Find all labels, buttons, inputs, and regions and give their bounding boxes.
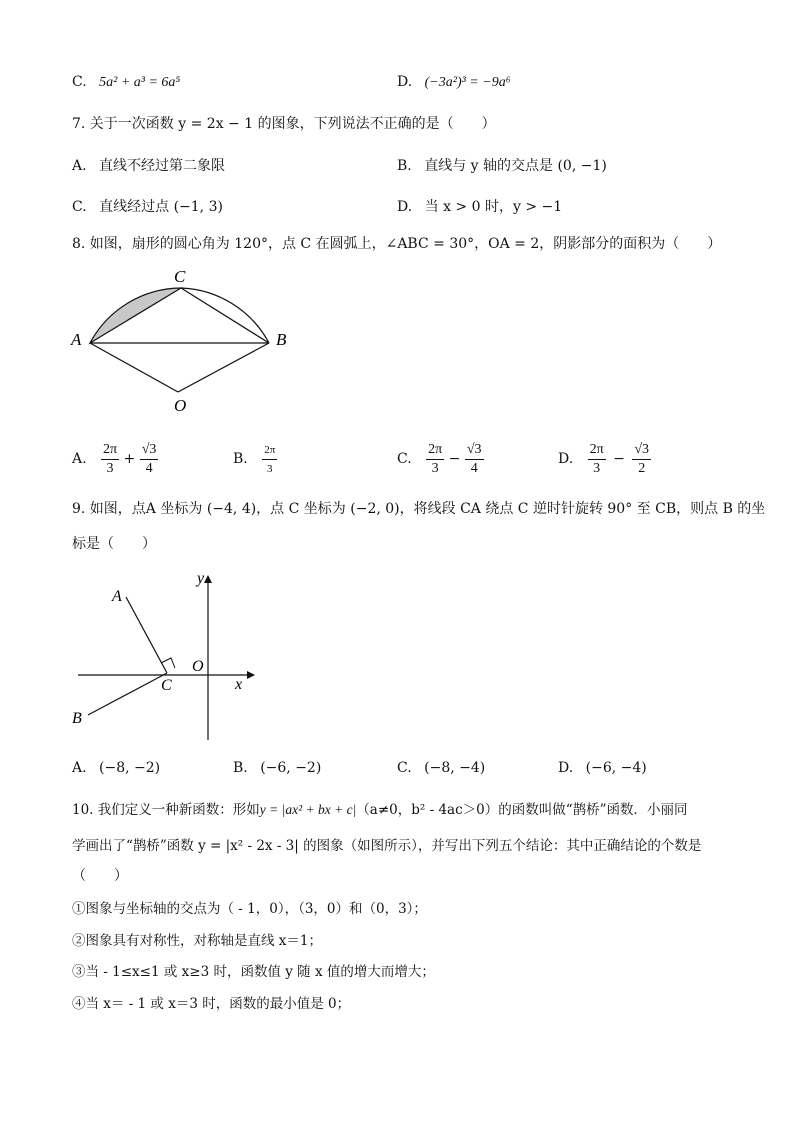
y-axis-arrow <box>204 575 212 583</box>
label-a: A <box>112 588 122 605</box>
option-text: (−6, −4) <box>585 760 647 776</box>
q9-stem-line2: 标是（ ） <box>72 536 156 552</box>
q10-stem-line3: （ ） <box>72 868 128 884</box>
q10-stem-text-b: （a≠0，b² - 4ac＞0）的函数叫做“鹊桥”函数．小丽同 <box>356 802 688 818</box>
label-x: x <box>235 676 243 693</box>
shaded-region <box>90 288 181 343</box>
option-letter: D. <box>558 760 574 776</box>
option-text: 直线不经过第二象限 <box>99 158 226 174</box>
denominator: 3 <box>266 462 273 475</box>
option-text: 当 x > 0 时，y > −1 <box>424 199 563 215</box>
fraction <box>588 441 606 478</box>
segment-ca <box>126 597 167 673</box>
numerator: √3 <box>465 441 484 460</box>
q9-option-a[interactable] <box>72 758 160 778</box>
q10-formula: y = |ax² + bx + c| <box>259 802 357 817</box>
option-text: (−8, −4) <box>424 760 486 776</box>
fraction <box>426 441 444 478</box>
q9-stem-line1: 9. 如图，点A 坐标为 (−4, 4)，点 C 坐标为 (−2, 0)，将线段 CA 绕点 C 逆时针旋转 90° 至 CB，则点 B 的坐 <box>72 501 766 517</box>
q8-option-d[interactable] <box>558 440 651 478</box>
q6-option-c[interactable] <box>72 72 180 93</box>
label-b: B <box>72 710 82 727</box>
q9-coordinate-figure <box>60 565 270 750</box>
q10-conclusion-1: ①图象与坐标轴的交点为（ - 1，0），（3，0）和（0，3）； <box>72 901 427 917</box>
denominator: 2 <box>638 460 646 476</box>
fraction <box>101 441 119 478</box>
label-b: B <box>276 330 287 349</box>
operator: − <box>613 451 625 467</box>
option-text: 直线经过点 (−1, 3) <box>99 199 223 215</box>
q8-option-c[interactable] <box>397 440 484 478</box>
q9-option-b[interactable] <box>233 758 321 778</box>
fraction <box>140 441 159 478</box>
numerator: 2π <box>262 441 277 460</box>
chord-cb <box>181 288 269 343</box>
label-c: C <box>161 677 172 694</box>
x-axis-arrow <box>247 671 255 679</box>
denominator: 3 <box>593 460 601 476</box>
numerator: 2π <box>426 441 444 460</box>
numerator: 2π <box>101 441 119 460</box>
label-a: A <box>71 330 82 349</box>
label-y: y <box>197 570 205 587</box>
option-text: (−6, −2) <box>260 760 322 776</box>
q9-option-c[interactable] <box>397 758 485 778</box>
denominator: 3 <box>431 460 439 476</box>
denominator: 3 <box>106 460 114 476</box>
option-letter: A. <box>72 760 87 776</box>
q10-stem-line2: 学画出了“鹊桥”函数 y = |x² - 2x - 3| 的图象（如图所示），并写出下列五个结论：其中正确结论的个数是 <box>72 838 702 854</box>
q7-option-d[interactable] <box>397 197 562 217</box>
option-expression: 5a² + a³ = 6a⁵ <box>99 75 181 90</box>
denominator: 4 <box>145 460 153 476</box>
q10-stem-text-a: 10. 我们定义一种新函数：形如 <box>72 802 260 818</box>
label-o: O <box>192 658 204 675</box>
option-letter: C. <box>72 199 87 215</box>
numerator: 2π <box>588 441 606 460</box>
fraction <box>465 441 484 478</box>
option-text: 直线与 y 轴的交点是 (0, −1) <box>424 158 607 174</box>
q7-option-b[interactable] <box>397 156 607 176</box>
q7-option-c[interactable] <box>72 197 223 217</box>
segment-cb <box>88 673 167 715</box>
fraction <box>632 441 651 478</box>
numerator: √3 <box>140 441 159 460</box>
operator: + <box>123 451 136 467</box>
q7-option-a[interactable] <box>72 156 225 176</box>
q10-stem-line1 <box>72 800 688 820</box>
operator: − <box>448 451 461 467</box>
option-expression: (−3a²)³ = −9a⁶ <box>424 75 511 90</box>
q9-option-d[interactable] <box>558 758 647 778</box>
option-letter: A. <box>72 158 87 174</box>
q8-option-b[interactable] <box>233 440 277 478</box>
option-letter: D. <box>397 74 413 90</box>
option-letter: C. <box>397 760 412 776</box>
q6-option-d[interactable] <box>397 72 511 93</box>
q10-conclusion-2: ②图象具有对称性，对称轴是直线 x＝1； <box>72 933 322 949</box>
q8-option-a[interactable] <box>72 440 158 478</box>
option-letter: C. <box>72 74 87 90</box>
numerator: √3 <box>632 441 651 460</box>
option-letter: A. <box>72 451 87 467</box>
q8-sector-figure <box>60 260 300 420</box>
q8-stem: 8. 如图，扇形的圆心角为 120°，点 C 在圆弧上，∠ABC = 30°，OA = 2，阴影部分的面积为（ ） <box>72 236 722 252</box>
option-letter: B. <box>397 158 412 174</box>
option-letter: C. <box>397 451 412 467</box>
label-o: O <box>174 396 187 415</box>
option-letter: D. <box>558 451 574 467</box>
option-letter: D. <box>397 199 413 215</box>
radius-ob <box>178 343 269 392</box>
q7-stem: 7. 关于一次函数 y = 2x − 1 的图象，下列说法不正确的是（ ） <box>72 116 496 132</box>
option-letter: B. <box>233 451 248 467</box>
denominator: 4 <box>470 460 478 476</box>
option-text: (−8, −2) <box>99 760 161 776</box>
radius-oa <box>90 343 178 392</box>
label-c: C <box>174 267 186 286</box>
option-letter: B. <box>233 760 248 776</box>
q10-conclusion-3: ③当 - 1≤x≤1 或 x≥3 时，函数值 y 随 x 值的增大而增大； <box>72 964 435 980</box>
q10-conclusion-4: ④当 x＝ - 1 或 x＝3 时，函数的最小值是 0； <box>72 996 351 1012</box>
fraction <box>262 441 277 478</box>
